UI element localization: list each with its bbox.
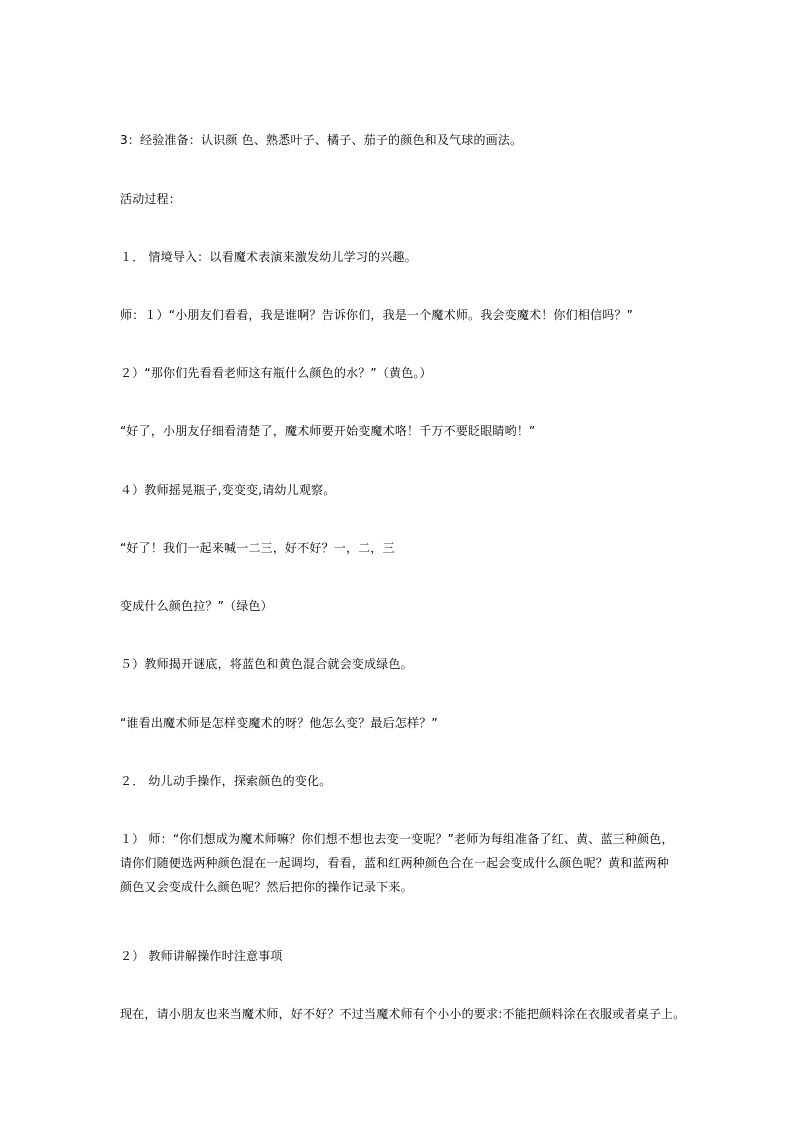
text-line-section-2-heading: ２． 幼儿动手操作，探索颜色的变化。 [120,774,332,788]
text-line-step-4: ４）教师摇晃瓶子,变变变,请幼儿观察。 [120,483,336,497]
text-line-step-5: ５）教师揭开谜底，将蓝色和黄色混合就会变成绿色。 [120,657,413,671]
text-line-section-1-heading: １． 情境导入：以看魔术表演来激发幼儿学习的兴趣。 [120,250,417,264]
text-line-quote-color: 变成什么颜色拉？”（绿色） [120,599,273,613]
text-paragraph-operation: １） 师：“你们想成为魔术师嘛？你们想不想也去变一变呢？”老师为每组准备了红、黄、蓝三种颜色，请你们随便选两种颜色混在一起调均，看看，蓝和红两种颜色合在一起会变成什么颜色呢？黄和蓝两种颜色又会变成什么颜色呢？然后把你的操作记录下来。 [120,832,674,894]
text-line-step-2: ２）“那你们先看看老师这有瓶什么颜色的水？”（黄色。） [120,366,432,380]
text-line-quote-who: “谁看出魔术师是怎样变魔术的呀？他怎么变？最后怎样？” [120,716,438,730]
text-line-notes: ２） 教师讲解操作时注意事项 [120,949,283,963]
text-line-activity-process: 活动过程： [120,192,182,206]
text-line-experience-prep: 3：经验准备：认识颜 色、熟悉叶子、橘子、茄子的颜色和及气球的画法。 [120,133,523,147]
text-line-requirement: 现在，请小朋友也来当魔术师，好不好？不过当魔术师有个小小的要求:不能把颜料涂在衣服或者桌子上。 [120,1007,686,1021]
text-line-teacher-step-1: 师：１）“小朋友们看看，我是谁啊？告诉你们，我是一个魔术师。我会变魔术！你们相信吗？” [120,308,634,322]
text-line-quote-count: “好了！我们一起来喊一二三，好不好？一，二，三 [120,541,395,555]
text-line-quote-watch: “好了，小朋友仔细看清楚了，魔术师要开始变魔术咯！千万不要眨眼睛哟！” [120,424,536,438]
